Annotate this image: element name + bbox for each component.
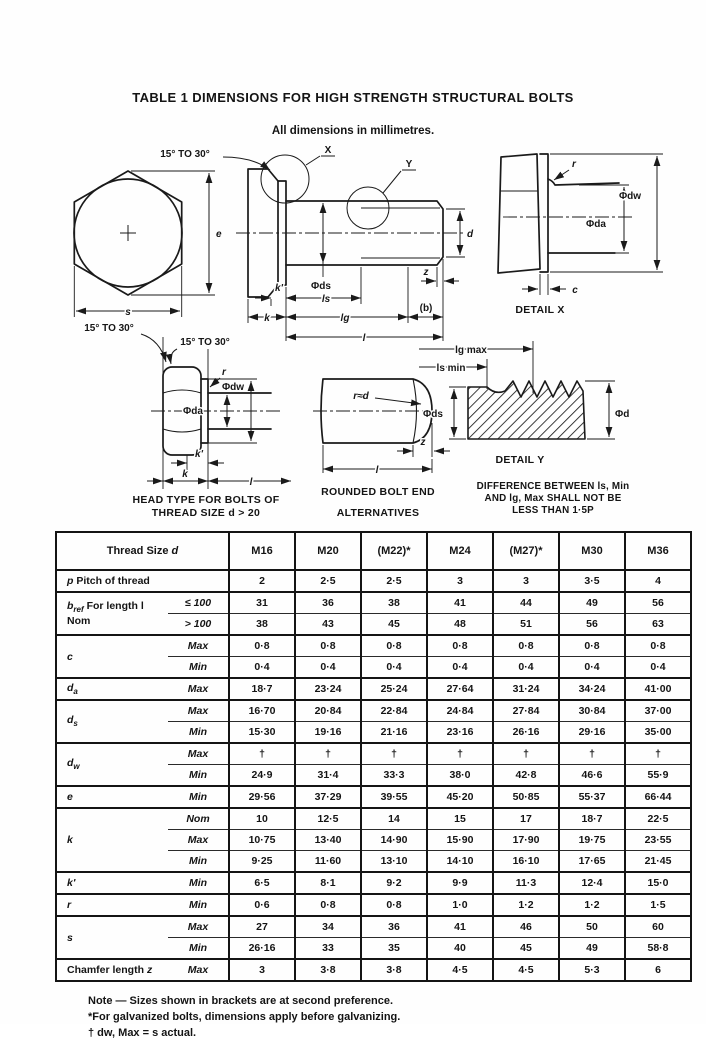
value-cell: † xyxy=(559,743,625,765)
value-cell: 0·6 xyxy=(229,894,295,916)
value-cell: † xyxy=(427,743,493,765)
value-cell: 43 xyxy=(295,614,361,636)
table-row xyxy=(56,678,691,700)
column-header-m27: (M27)* xyxy=(493,532,559,570)
dia-ds-label: Φds xyxy=(311,281,331,292)
value-cell: 37·00 xyxy=(625,700,691,722)
value-cell: 11·60 xyxy=(295,851,361,873)
value-cell: 19·75 xyxy=(559,830,625,851)
value-cell: 31 xyxy=(229,592,295,614)
value-cell: 3 xyxy=(493,570,559,592)
table-row xyxy=(56,570,691,592)
value-cell: 46·6 xyxy=(559,765,625,787)
column-header-m36: M36 xyxy=(625,532,691,570)
row-qualifier: Nom xyxy=(168,808,229,830)
detail-y-ls-min-label: ls min xyxy=(436,363,466,374)
value-cell: 50·85 xyxy=(493,786,559,808)
detail-x-dia-dw-label: Φdw xyxy=(618,191,642,202)
bolt-side-view xyxy=(160,145,474,344)
column-header-m24: M24 xyxy=(427,532,493,570)
value-cell: 27·84 xyxy=(493,700,559,722)
row-qualifier: Min xyxy=(168,894,229,916)
value-cell: 18·7 xyxy=(559,808,625,830)
value-cell: 0·8 xyxy=(427,635,493,657)
value-cell: 16·70 xyxy=(229,700,295,722)
head-dia-da-label: Φda xyxy=(183,406,203,417)
dim-e-label: e xyxy=(216,229,222,240)
dim-b-label: (b) xyxy=(419,303,433,314)
value-cell: 38 xyxy=(361,592,427,614)
row-qualifier: Max xyxy=(168,678,229,700)
chamfer-angle-label: 15° TO 30° xyxy=(160,149,210,160)
detail-y-ref-label: Y xyxy=(405,159,413,170)
value-cell: 15·30 xyxy=(229,722,295,744)
table-row xyxy=(56,959,691,981)
value-cell: 4 xyxy=(625,570,691,592)
value-cell: 24·84 xyxy=(427,700,493,722)
value-cell: 40 xyxy=(427,938,493,960)
value-cell: 13·40 xyxy=(295,830,361,851)
detail-y-note-2: AND lg, Max SHALL NOT BE xyxy=(484,493,622,504)
value-cell: 17 xyxy=(493,808,559,830)
value-cell: 10·75 xyxy=(229,830,295,851)
table-row xyxy=(56,635,691,657)
value-cell: 1·0 xyxy=(427,894,493,916)
value-cell: 21·16 xyxy=(361,722,427,744)
value-cell: 0·4 xyxy=(493,657,559,679)
value-cell: 17·90 xyxy=(493,830,559,851)
dim-s-label: s xyxy=(125,307,131,318)
row-qualifier: ≤ 100 xyxy=(168,592,229,614)
table-row xyxy=(56,872,691,894)
row-qualifier: Min xyxy=(168,722,229,744)
value-cell: 12·4 xyxy=(559,872,625,894)
value-cell: 48 xyxy=(427,614,493,636)
value-cell: 42·8 xyxy=(493,765,559,787)
value-cell: 26·16 xyxy=(493,722,559,744)
value-cell: 6·5 xyxy=(229,872,295,894)
value-cell: 66·44 xyxy=(625,786,691,808)
value-cell: 36 xyxy=(361,916,427,938)
detail-y-dia-ds-label: Φds xyxy=(423,409,443,420)
row-label: c xyxy=(56,635,168,678)
row-label: $d_s$ xyxy=(56,700,168,743)
row-label: $d_a$ xyxy=(56,678,168,700)
row-qualifier: > 100 xyxy=(168,614,229,636)
value-cell: 0·8 xyxy=(295,635,361,657)
row-label: p Pitch of thread xyxy=(56,570,168,592)
value-cell: 37·29 xyxy=(295,786,361,808)
detail-x-ref-label: X xyxy=(324,145,332,156)
value-cell: 15·0 xyxy=(625,872,691,894)
value-cell: 46 xyxy=(493,916,559,938)
value-cell: 41 xyxy=(427,592,493,614)
value-cell: 0·4 xyxy=(295,657,361,679)
value-cell: 3·8 xyxy=(295,959,361,981)
dimensions-table xyxy=(55,531,692,982)
head-angle1-label: 15° TO 30° xyxy=(84,323,134,334)
value-cell: 1·2 xyxy=(559,894,625,916)
value-cell: 4·5 xyxy=(427,959,493,981)
rounded-end-rd-label: r≈d xyxy=(353,391,369,402)
value-cell: 58·8 xyxy=(625,938,691,960)
column-header-m20: M20 xyxy=(295,532,361,570)
value-cell: 56 xyxy=(559,614,625,636)
value-cell: 34·24 xyxy=(559,678,625,700)
detail-y-drawing xyxy=(419,341,629,516)
value-cell: 6 xyxy=(625,959,691,981)
detail-x-c-label: c xyxy=(572,285,578,296)
table-header-row xyxy=(56,532,691,570)
value-cell: † xyxy=(625,743,691,765)
row-qualifier: Max xyxy=(168,830,229,851)
hex-head-front-view xyxy=(74,171,222,318)
value-cell: 15 xyxy=(427,808,493,830)
detail-y-note-1: DIFFERENCE BETWEEN ls, Min xyxy=(476,481,630,492)
rounded-end-caption-1: ROUNDED BOLT END xyxy=(321,486,435,498)
value-cell: 0·8 xyxy=(361,635,427,657)
value-cell: 19·16 xyxy=(295,722,361,744)
value-cell: 29·16 xyxy=(559,722,625,744)
rounded-end-z-label: z xyxy=(420,437,426,448)
value-cell: 0·8 xyxy=(559,635,625,657)
detail-y-dia-d-label: Φd xyxy=(615,409,630,420)
row-label: e xyxy=(56,786,168,808)
value-cell: 31·4 xyxy=(295,765,361,787)
row-qualifier xyxy=(168,570,229,592)
value-cell: 24·9 xyxy=(229,765,295,787)
value-cell: 9·25 xyxy=(229,851,295,873)
value-cell: 34 xyxy=(295,916,361,938)
value-cell: 35·00 xyxy=(625,722,691,744)
table-row xyxy=(56,743,691,765)
value-cell: 8·1 xyxy=(295,872,361,894)
table-row xyxy=(56,894,691,916)
value-cell: † xyxy=(493,743,559,765)
value-cell: 11·3 xyxy=(493,872,559,894)
value-cell: 23·24 xyxy=(295,678,361,700)
row-qualifier: Max xyxy=(168,916,229,938)
value-cell: 3·5 xyxy=(559,570,625,592)
value-cell: 25·24 xyxy=(361,678,427,700)
value-cell: 3·8 xyxy=(361,959,427,981)
detail-x-caption: DETAIL X xyxy=(515,304,565,316)
value-cell: 63 xyxy=(625,614,691,636)
head-k-label: k xyxy=(182,469,188,480)
column-header-m16: M16 xyxy=(229,532,295,570)
table-row xyxy=(56,700,691,722)
value-cell: 15·90 xyxy=(427,830,493,851)
value-cell: 0·4 xyxy=(427,657,493,679)
value-cell: 49 xyxy=(559,938,625,960)
value-cell: 30·84 xyxy=(559,700,625,722)
value-cell: 21·45 xyxy=(625,851,691,873)
detail-y-lg-max-label: lg max xyxy=(455,345,487,356)
value-cell: 41 xyxy=(427,916,493,938)
row-qualifier: Min xyxy=(168,872,229,894)
value-cell: 44 xyxy=(493,592,559,614)
row-label: k xyxy=(56,808,168,872)
value-cell: 0·4 xyxy=(229,657,295,679)
value-cell: 35 xyxy=(361,938,427,960)
dim-lg-label: lg xyxy=(340,313,350,324)
value-cell: 10 xyxy=(229,808,295,830)
dim-l-label: l xyxy=(362,333,366,344)
value-cell: 0·8 xyxy=(229,635,295,657)
value-cell: 0·4 xyxy=(361,657,427,679)
head-k-prime-label: k' xyxy=(195,449,203,460)
value-cell: 13·10 xyxy=(361,851,427,873)
row-label: $b_{ref}$ For length l Nom xyxy=(56,592,168,635)
row-qualifier: Min xyxy=(168,657,229,679)
table-row xyxy=(56,916,691,938)
head-angle2-label: 15° TO 30° xyxy=(180,337,230,348)
value-cell: 9·9 xyxy=(427,872,493,894)
head-type-caption-1: HEAD TYPE FOR BOLTS OF xyxy=(132,494,280,506)
column-header-m22: (M22)* xyxy=(361,532,427,570)
head-dia-dw-label: Φdw xyxy=(221,382,245,393)
row-label: k' xyxy=(56,872,168,894)
value-cell: 51 xyxy=(493,614,559,636)
value-cell: † xyxy=(295,743,361,765)
column-header-m30: M30 xyxy=(559,532,625,570)
value-cell: 45·20 xyxy=(427,786,493,808)
value-cell: 4·5 xyxy=(493,959,559,981)
value-cell: 31·24 xyxy=(493,678,559,700)
row-qualifier: Min xyxy=(168,851,229,873)
value-cell: 22·84 xyxy=(361,700,427,722)
detail-x-dia-da-label: Φda xyxy=(586,219,606,230)
detail-x-r-label: r xyxy=(572,159,576,170)
value-cell: 26·16 xyxy=(229,938,295,960)
bolt-table-body xyxy=(56,570,691,981)
row-label: $d_w$ xyxy=(56,743,168,786)
head-type-caption-2: THREAD SIZE d > 20 xyxy=(151,507,261,519)
value-cell: 14·10 xyxy=(427,851,493,873)
bolt-diagrams xyxy=(23,141,683,521)
value-cell: 0·4 xyxy=(625,657,691,679)
value-cell: 45 xyxy=(493,938,559,960)
value-cell: 3 xyxy=(229,959,295,981)
value-cell: 3 xyxy=(427,570,493,592)
row-qualifier: Max xyxy=(168,743,229,765)
value-cell: 17·65 xyxy=(559,851,625,873)
value-cell: 27 xyxy=(229,916,295,938)
dim-k-label: k xyxy=(264,313,270,324)
row-qualifier: Max xyxy=(168,700,229,722)
value-cell: 2·5 xyxy=(361,570,427,592)
table-title: TABLE 1 DIMENSIONS FOR HIGH STRENGTH STRUCTURAL BOLTS xyxy=(132,90,574,105)
value-cell: 14·90 xyxy=(361,830,427,851)
head-l-label: l xyxy=(249,477,253,488)
rounded-bolt-end-drawing xyxy=(313,379,450,519)
value-cell: 0·8 xyxy=(361,894,427,916)
dim-d-label: d xyxy=(467,229,474,240)
value-cell: 20·84 xyxy=(295,700,361,722)
value-cell: 29·56 xyxy=(229,786,295,808)
rounded-end-caption-2: ALTERNATIVES xyxy=(336,507,420,519)
value-cell: 14 xyxy=(361,808,427,830)
value-cell: 9·2 xyxy=(361,872,427,894)
detail-y-caption: DETAIL Y xyxy=(495,454,545,466)
table-row xyxy=(56,808,691,830)
value-cell: 23·55 xyxy=(625,830,691,851)
value-cell: 18·7 xyxy=(229,678,295,700)
value-cell: 38·0 xyxy=(427,765,493,787)
head-r-label: r xyxy=(222,367,226,378)
row-qualifier: Max xyxy=(168,959,229,981)
row-qualifier: Min xyxy=(168,938,229,960)
value-cell: 16·10 xyxy=(493,851,559,873)
value-cell: 60 xyxy=(625,916,691,938)
value-cell: 22·5 xyxy=(625,808,691,830)
value-cell: 0·8 xyxy=(295,894,361,916)
value-cell: 55·9 xyxy=(625,765,691,787)
dim-ls-label: ls xyxy=(321,294,331,305)
row-label: Chamfer length z xyxy=(56,959,168,981)
row-label: r xyxy=(56,894,168,916)
detail-y-note-3: LESS THAN 1·5P xyxy=(512,505,594,516)
value-cell: 55·37 xyxy=(559,786,625,808)
table-row xyxy=(56,592,691,614)
value-cell: † xyxy=(361,743,427,765)
row-label: s xyxy=(56,916,168,959)
note-galvanized: *For galvanized bolts, dimensions apply before galvanizing. xyxy=(88,1010,401,1023)
value-cell: 39·55 xyxy=(361,786,427,808)
value-cell: † xyxy=(229,743,295,765)
note-brackets: Note — Sizes shown in brackets are at second preference. xyxy=(88,995,394,1007)
detail-x-drawing xyxy=(498,154,663,316)
column-header-thread-size: Thread Size d xyxy=(56,532,229,570)
dim-k-prime-label: k' xyxy=(275,283,283,294)
value-cell: 23·16 xyxy=(427,722,493,744)
value-cell: 49 xyxy=(559,592,625,614)
note-dw-max: † dw, Max = s actual. xyxy=(88,1026,197,1039)
value-cell: 33 xyxy=(295,938,361,960)
value-cell: 33·3 xyxy=(361,765,427,787)
value-cell: 1·5 xyxy=(625,894,691,916)
value-cell: 41·00 xyxy=(625,678,691,700)
rounded-end-l-label: l xyxy=(375,465,379,476)
value-cell: 2 xyxy=(229,570,295,592)
value-cell: 45 xyxy=(361,614,427,636)
value-cell: 5·3 xyxy=(559,959,625,981)
value-cell: 0·8 xyxy=(493,635,559,657)
value-cell: 56 xyxy=(625,592,691,614)
head-type-drawing xyxy=(84,323,291,519)
row-qualifier: Min xyxy=(168,786,229,808)
value-cell: 2·5 xyxy=(295,570,361,592)
table-notes xyxy=(88,994,706,1042)
value-cell: 50 xyxy=(559,916,625,938)
value-cell: 1·2 xyxy=(493,894,559,916)
dim-z-label: z xyxy=(423,267,429,278)
value-cell: 12·5 xyxy=(295,808,361,830)
value-cell: 0·4 xyxy=(559,657,625,679)
dimensions-unit-note: All dimensions in millimetres. xyxy=(271,125,435,137)
row-qualifier: Min xyxy=(168,765,229,787)
value-cell: 0·8 xyxy=(625,635,691,657)
value-cell: 38 xyxy=(229,614,295,636)
table-row xyxy=(56,786,691,808)
row-qualifier: Max xyxy=(168,635,229,657)
value-cell: 36 xyxy=(295,592,361,614)
value-cell: 27·64 xyxy=(427,678,493,700)
